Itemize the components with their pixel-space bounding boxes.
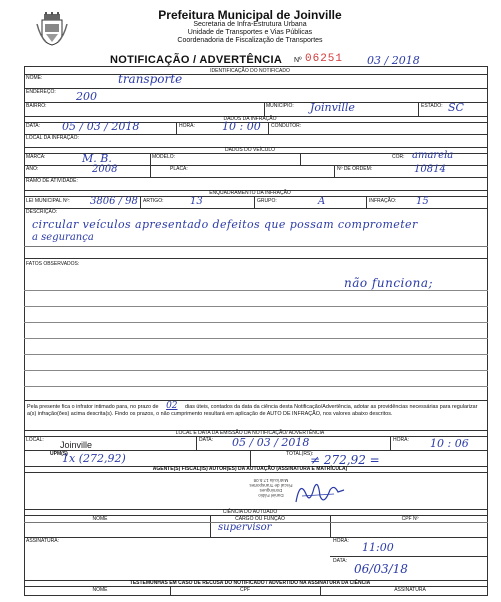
divider bbox=[300, 153, 301, 165]
section-veiculo: DADOS DO VEÍCULO bbox=[224, 147, 275, 153]
agent-signature bbox=[290, 474, 350, 508]
divider bbox=[320, 586, 321, 596]
label-ramo: RAMO DE ATIVIDADE: bbox=[26, 178, 78, 184]
notice-part-2: dias úteis, contados da data da ciência desta Notificação/Advertência, adotar as providências necessárias para regularizar a(s) infração(ões) acima descrita(s). Findo os prazos, o não cumprimento resultará em aplicação de AUTO DE INFRAÇÃO, nos valores abaixo descritos. bbox=[27, 404, 478, 417]
label-totais: TOTAL(RS): bbox=[286, 451, 314, 457]
divider bbox=[250, 450, 251, 466]
fatos-line bbox=[24, 386, 488, 387]
label-cor: COR: bbox=[392, 154, 405, 160]
stamp-line-3: Matrícula 17.5.08 bbox=[253, 478, 289, 483]
label-emissao-data: DATA: bbox=[199, 437, 213, 443]
label-endereco: ENDEREÇO: bbox=[26, 89, 56, 95]
label-ciencia-data: DATA: bbox=[333, 558, 347, 564]
divider bbox=[330, 515, 331, 537]
upm-value: 1x (272,92) bbox=[62, 452, 126, 465]
joinville-coat-of-arms-logo bbox=[36, 12, 68, 46]
divider bbox=[254, 196, 255, 208]
section-local-data: LOCAL E DATA DA EMISSÃO DA NOTIFICAÇÃO/ ADVERTÊNCIA bbox=[175, 430, 325, 436]
handwritten-form-number: 03 / 2018 bbox=[367, 54, 420, 67]
form-title: NOTIFICAÇÃO / ADVERTÊNCIA bbox=[110, 54, 283, 66]
label-ciencia-hora: HORA: bbox=[333, 538, 349, 544]
municipio-value: Joinville bbox=[310, 101, 355, 114]
divider bbox=[24, 88, 488, 89]
descricao-line-1: circular veículos apresentado defeitos que possam comprometer bbox=[32, 218, 418, 231]
local-value: Joinville bbox=[60, 440, 93, 450]
label-estado: ESTADO: bbox=[421, 103, 443, 109]
label-ordem: Nº DE ORDEM: bbox=[337, 166, 373, 172]
divider bbox=[24, 258, 488, 259]
cor-value: amarela bbox=[412, 150, 454, 161]
grupo-value: A bbox=[318, 196, 326, 207]
label-artigo: ARTIGO: bbox=[143, 198, 164, 204]
endereco-value: 200 bbox=[76, 90, 97, 103]
page-title: Prefeitura Municipal de Joinville bbox=[158, 8, 342, 22]
fatos-line bbox=[24, 322, 488, 323]
emissao-hora-value: 10 : 06 bbox=[430, 437, 469, 450]
label-descricao: DESCRIÇÃO: bbox=[26, 209, 58, 215]
stamp-line-1: Daniel Fábio Domingues bbox=[258, 488, 284, 498]
label-placa: PLACA: bbox=[170, 166, 188, 172]
hora-value: 10 : 00 bbox=[222, 120, 261, 133]
divider bbox=[24, 246, 488, 247]
label-ano: ANO: bbox=[26, 166, 39, 172]
form-number: 06251 bbox=[305, 53, 344, 65]
number-prefix: Nº bbox=[294, 57, 302, 64]
label-bairro: BAIRRO: bbox=[26, 103, 47, 109]
label-assinatura: ASSINATURA: bbox=[26, 538, 59, 544]
label-emissao-hora: HORA: bbox=[393, 437, 409, 443]
col-cpf: CPF Nº bbox=[401, 516, 419, 522]
section-notificado: IDENTIFICAÇÃO DO NOTIFICADO bbox=[210, 68, 290, 74]
label-municipio: MUNICÍPIO: bbox=[266, 103, 294, 109]
divider bbox=[268, 122, 269, 134]
label-grupo: GRUPO: bbox=[257, 198, 277, 204]
fatos-line bbox=[24, 338, 488, 339]
divider bbox=[366, 196, 367, 208]
fatos-line bbox=[24, 354, 488, 355]
label-upm: UPM(S) bbox=[50, 451, 68, 457]
artigo-value: 13 bbox=[190, 196, 203, 207]
ano-value: 2008 bbox=[92, 164, 118, 175]
descricao-line-2: a segurança bbox=[32, 232, 94, 243]
divider bbox=[24, 400, 488, 401]
label-fatos: FATOS OBSERVADOS: bbox=[26, 261, 80, 267]
divider bbox=[24, 472, 488, 473]
section-infracao: DADOS DA INFRAÇÃO bbox=[223, 116, 277, 122]
nome-value: transporte bbox=[118, 72, 183, 86]
cargo-value: supervisor bbox=[218, 522, 272, 533]
emissao-data-value: 05 / 03 / 2018 bbox=[232, 436, 310, 449]
divider bbox=[24, 74, 488, 75]
divider bbox=[334, 165, 335, 177]
divider bbox=[210, 515, 211, 537]
col-testemunha-nome: NOME bbox=[92, 587, 108, 593]
section-agentes: AGENTE(S) FISCAL(IS) AUTOR(ES) DA AUTUAÇÃO (ASSINATURA E MATRÍCULA) bbox=[152, 466, 348, 472]
fatos-value: não funciona; bbox=[344, 276, 434, 290]
section-ciencia: CIÊNCIA DO AUTUADO bbox=[222, 509, 278, 515]
divider bbox=[390, 436, 391, 450]
ciencia-data-value: 06/03/18 bbox=[354, 562, 408, 576]
divider bbox=[196, 436, 197, 450]
col-cargo: CARGO OU FUNÇÃO bbox=[235, 516, 285, 522]
divider bbox=[24, 134, 488, 135]
label-lei: LEI MUNICIPAL Nº: bbox=[26, 198, 70, 204]
divider bbox=[24, 177, 488, 178]
header-line-3: Coordenadoria de Fiscalização de Transportes bbox=[177, 37, 323, 44]
notice-part-1: Pela presente fica o infrator intimado para, no prazo de bbox=[27, 404, 159, 410]
divider bbox=[264, 102, 265, 116]
divider bbox=[418, 102, 419, 116]
fatos-line bbox=[24, 290, 488, 291]
total-value: ≠ 272,92 = bbox=[310, 453, 380, 467]
fatos-line bbox=[24, 306, 488, 307]
label-hora: HORA: bbox=[179, 123, 195, 129]
stamp-line-2: Fiscal de Transportes bbox=[249, 483, 293, 488]
estado-value: SC bbox=[448, 101, 464, 114]
label-marca: MARCA: bbox=[26, 154, 46, 160]
notice-paragraph bbox=[27, 403, 485, 418]
fatos-line bbox=[24, 370, 488, 371]
col-nome: NOME bbox=[92, 516, 108, 522]
label-local-infracao: LOCAL DA INFRAÇÃO: bbox=[26, 135, 79, 141]
label-infracao: INFRAÇÃO: bbox=[369, 198, 397, 204]
lei-value: 3806 / 98 bbox=[90, 196, 138, 207]
divider bbox=[176, 122, 177, 134]
section-testemunhas: TESTEMUNHAS EM CASO DE RECUSA DO NOTIFICADO / ADVERTIDO NA ASSINATURA DA CIÊNCIA bbox=[129, 580, 371, 586]
col-testemunha-cpf: CPF bbox=[240, 587, 250, 593]
ciencia-hora-value: 11:00 bbox=[362, 541, 394, 554]
prazo-value: 02 bbox=[166, 401, 178, 411]
label-nome: NOME: bbox=[26, 75, 43, 81]
ordem-value: 10814 bbox=[414, 164, 446, 175]
header-line-1: Secretaria de Infra-Estrutura Urbana bbox=[193, 21, 307, 28]
divider bbox=[24, 208, 488, 209]
marca-value: M. B. bbox=[82, 152, 112, 165]
data-value: 05 / 03 / 2018 bbox=[62, 120, 140, 133]
label-data: DATA: bbox=[26, 123, 40, 129]
infracao-value: 15 bbox=[416, 196, 429, 207]
label-modelo: MODELO: bbox=[152, 154, 176, 160]
fiscal-stamp bbox=[248, 478, 294, 498]
divider bbox=[140, 196, 141, 208]
divider bbox=[170, 586, 171, 596]
header-line-2: Unidade de Transportes e Vias Públicas bbox=[187, 29, 313, 36]
divider bbox=[24, 450, 488, 451]
divider bbox=[330, 556, 488, 557]
section-enquadramento: ENQUADRAMENTO DA INFRAÇÃO bbox=[209, 190, 291, 196]
divider bbox=[24, 537, 488, 538]
col-testemunha-assinatura: ASSINATURA bbox=[394, 587, 426, 593]
label-local: LOCAL: bbox=[26, 437, 44, 443]
label-condutor: CONDUTOR: bbox=[271, 123, 302, 129]
